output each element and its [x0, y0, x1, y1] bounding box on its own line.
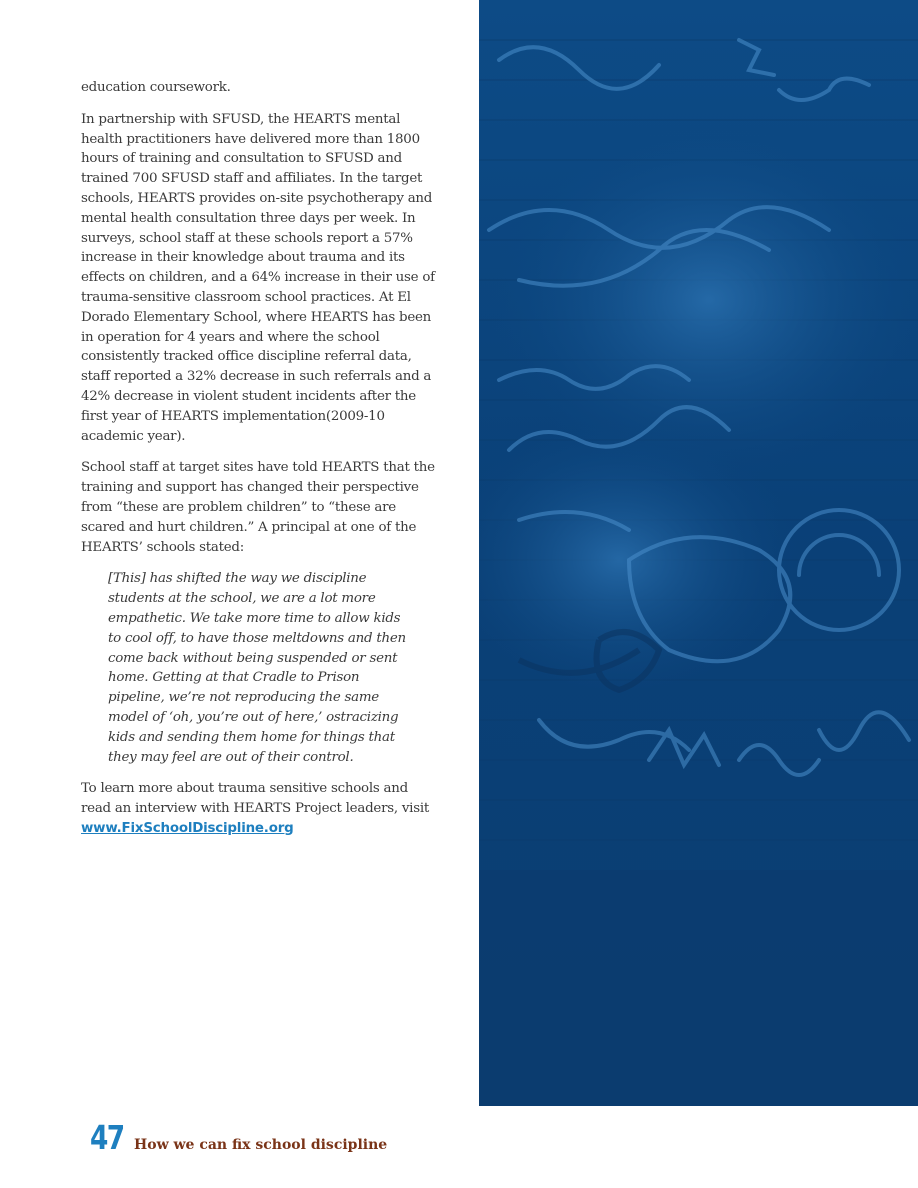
- page-number: 47: [90, 1118, 124, 1157]
- main-text-column: [81, 78, 441, 851]
- learn-more-text: To learn more about trauma sensitive schools and read an interview with HEARTS Project leaders, visit: [81, 781, 429, 817]
- paragraph: School staff at target sites have told HEARTS that the training and support has changed their perspective from “these are problem children” to “these are scared and hurt children.” A principal at one of the HEARTS’ schools stated:: [81, 460, 435, 555]
- page-footer: [90, 1118, 388, 1157]
- principal-quote: [This] has shifted the way we discipline students at the school, we are a lot more empathetic. We take more time to allow kids to cool off, to have those meltdowns and then come back without being suspended or sent home. Getting at that Cradle to Prison pipeline, we’re not reproducing the same model of ‘oh, you’re out of here,’ ostracizing kids and sending them home for things that they may feel are out of their control.: [108, 571, 406, 765]
- paragraph: education coursework.: [81, 80, 231, 95]
- footer-title: How we can fix school discipline: [134, 1137, 388, 1153]
- paragraph-learn-more: [81, 779, 441, 838]
- paragraph: In partnership with SFUSD, the HEARTS mental health practitioners have delivered more than 1800 hours of training and consultation to SFUSD and trained 700 SFUSD staff and affiliates. In the target schools, HEARTS provides on-site psychotherapy and mental health consultation three days per week. In surveys, school staff at these schools report a 57% increase in their knowledge about trauma and its effects on children, and a 64% increase in their use of trauma-sensitive classroom school practices. At El Dorado Elementary School, where HEARTS has been in operation for 4 years and where the school consistently tracked office discipline referral data, staff reported a 32% decrease in such referrals and a 42% decrease in violent student incidents after the first year of HEARTS implementation(2009-10 academic year).: [81, 111, 435, 444]
- graffiti-wall-photo: [479, 0, 918, 1106]
- fixschooldiscipline-link[interactable]: www.FixSchoolDiscipline.org: [81, 820, 294, 836]
